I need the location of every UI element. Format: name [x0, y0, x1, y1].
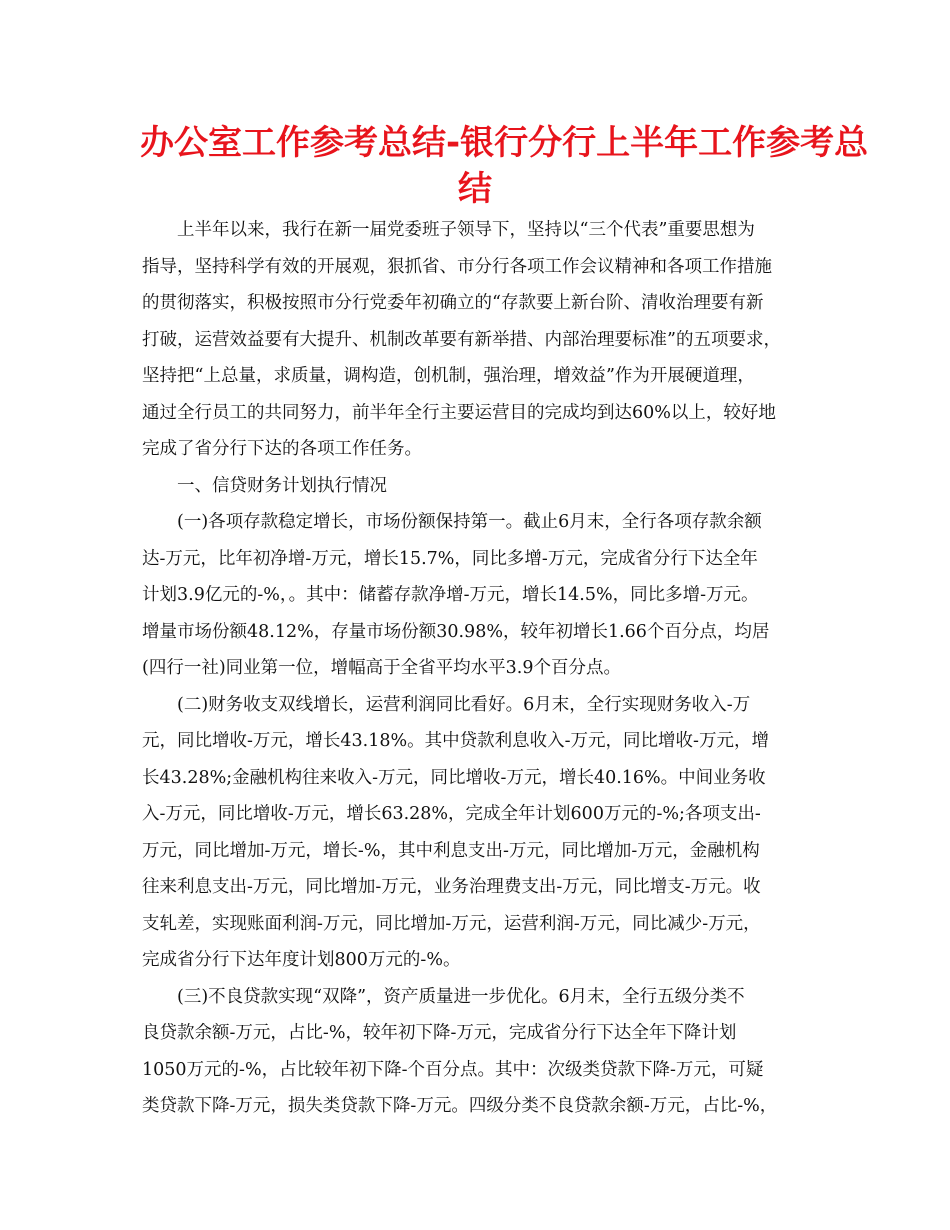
document-body [142, 212, 827, 1125]
body-text-line: 计划3.9亿元的-%，。其中：储蓄存款净增-万元，增长14.5%，同比多增-万元。 [142, 585, 759, 605]
body-text-line: 1050万元的-%，占比较年初下降-个百分点。其中：次级类贷款下降-万元，可疑 [142, 1059, 764, 1080]
body-text-line: 打破，运营效益要有大提升、机制改革要有新举措、内部治理要标准”的五项要求， [142, 329, 781, 350]
body-text-line: 一、信贷财务计划执行情况 [177, 475, 387, 496]
body-text-line: (二)财务收支双线增长，运营利润同比看好。6月末，全行实现财务收入-万 [177, 694, 751, 715]
body-text-line: 类贷款下降-万元，损失类贷款下降-万元。四级分类不良贷款余额-万元，占比-%， [142, 1096, 778, 1116]
body-text-line: 通过全行员工的共同努力，前半年全行主要运营目的完成均到达60%以上，较好地 [142, 402, 776, 423]
body-text-line: 指导，坚持科学有效的开展观，狠抓省、市分行各项工作会议精神和各项工作措施 [142, 256, 772, 277]
body-text-line: 完成省分行下达年度计划800万元的-%。 [142, 950, 461, 970]
title-line: 办公室工作参考总结-银行分行上半年工作参考总 [140, 123, 869, 163]
body-text-line: 的贯彻落实，积极按照市分行党委年初确立的“存款要上新台阶、清收治理要有新 [142, 293, 764, 313]
body-text-line: 长43.28%;金融机构往来收入-万元，同比增收-万元，增长40.16%。中间业务收 [142, 767, 766, 788]
body-text-line: 上半年以来，我行在新一届党委班子领导下，坚持以“三个代表”重要思想为 [177, 220, 755, 240]
body-text-line: 增量市场份额48.12%，存量市场份额30.98%，较年初增长1.66个百分点，均居 [142, 621, 770, 642]
body-text-line: (一)各项存款稳定增长，市场份额保持第一。截止6月末，全行各项存款余额 [177, 512, 762, 532]
body-text-line: 元，同比增收-万元，增长43.18%。其中贷款利息收入-万元，同比增收-万元，增 [142, 731, 769, 751]
body-text-line: 支轧差，实现账面利润-万元，同比增加-万元，运营利润-万元，同比减少-万元， [142, 913, 761, 934]
body-text-line: 往来利息支出-万元，同比增加-万元，业务治理费支出-万元，同比增支-万元。收 [142, 877, 761, 897]
title-line: 结 [458, 169, 492, 209]
body-text-line: 达-万元，比年初净增-万元，增长15.7%，同比多增-万元，完成省分行下达全年 [142, 548, 758, 569]
document-title [140, 120, 869, 212]
body-text-line: 万元，同比增加-万元，增长-%，其中利息支出-万元，同比增加-万元，金融机构 [142, 840, 760, 861]
body-text-line: 良贷款余额-万元，占比-%，较年初下降-万元，完成省分行下达全年下降计划 [142, 1023, 737, 1043]
body-text-line: (三)不良贷款实现“双降”，资产质量进一步优化。6月末，全行五级分类不 [177, 986, 745, 1007]
body-text-line: 完成了省分行下达的各项工作任务。 [142, 439, 422, 459]
body-text-line: 坚持把“上总量，求质量，调构造，创机制，强治理，增效益”作为开展硬道理， [142, 366, 755, 386]
body-text-line: (四行一社)同业第一位，增幅高于全省平均水平3.9个百分点。 [142, 658, 621, 678]
body-text-line: 入-万元，同比增收-万元，增长63.28%，完成全年计划600万元的-%;各项支出- [142, 804, 761, 824]
